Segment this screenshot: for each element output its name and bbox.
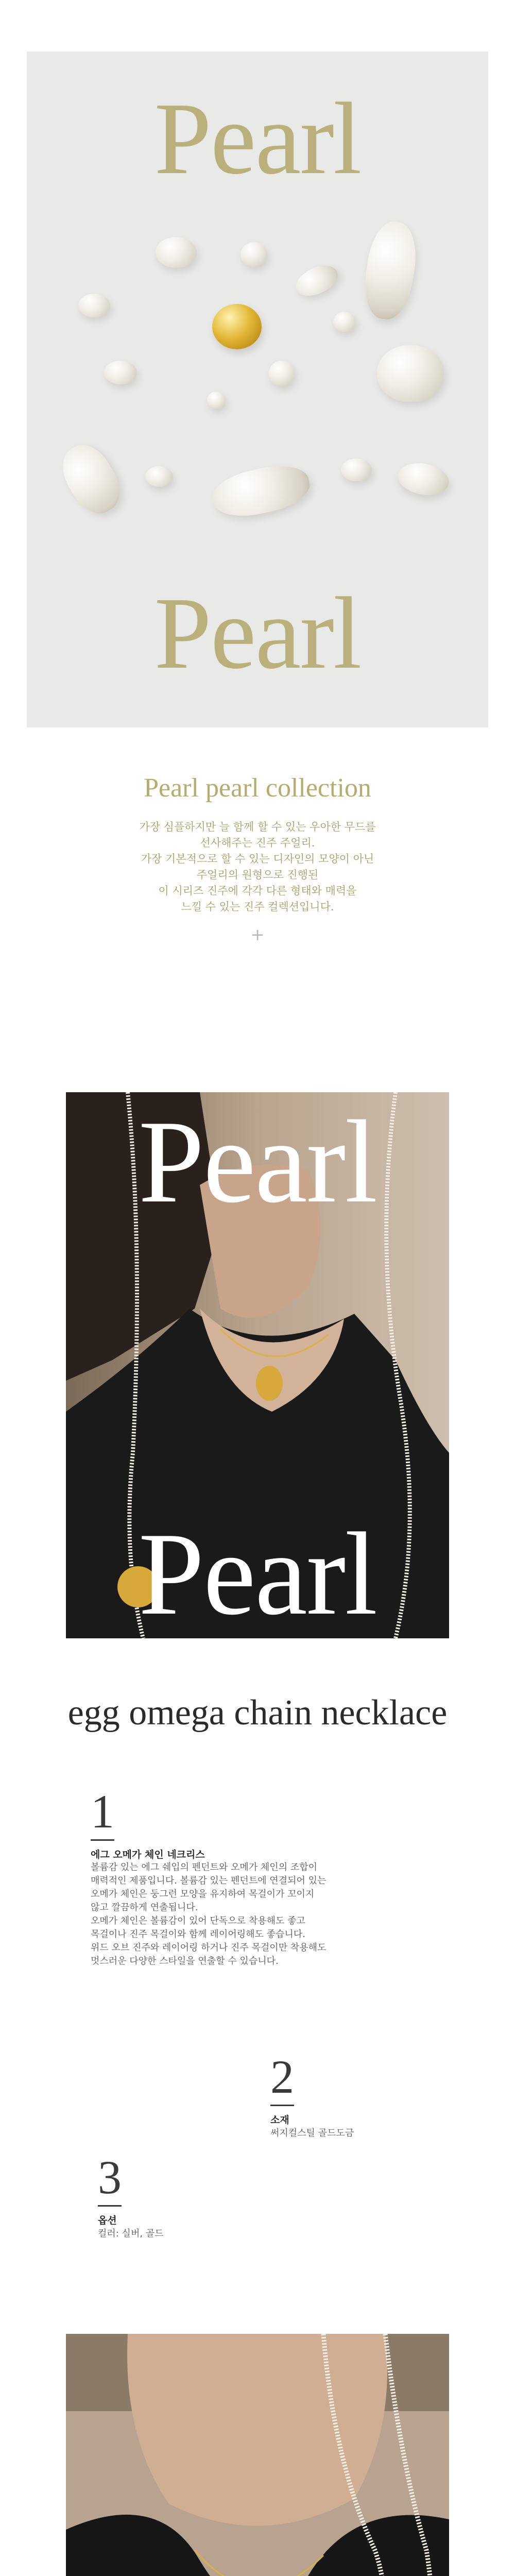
model-photo-2-image xyxy=(66,2334,449,2576)
pearl-image xyxy=(360,219,421,323)
model-photo-2 xyxy=(66,2334,449,2576)
pearl-image xyxy=(78,294,110,317)
pearl-image xyxy=(104,361,137,384)
model-photo-1 xyxy=(66,1092,449,1638)
section-number-1: 1 xyxy=(91,1785,114,1838)
section-line: 않고 깔끔하게 연출됩니다. xyxy=(91,1902,198,1913)
section-body-1 xyxy=(91,1861,451,1968)
pearl-image xyxy=(333,312,356,332)
section-line: 써지컬스틸 골드도금 xyxy=(270,2128,354,2139)
hero-panel xyxy=(27,52,488,727)
pearl-image xyxy=(145,466,173,487)
section-line: 컬러: 실버, 골드 xyxy=(98,2228,164,2239)
pearl-image xyxy=(241,242,267,267)
section-title-1: 에그 오메가 체인 네크리스 xyxy=(91,1849,205,1860)
divider-plus-icon: + xyxy=(250,925,265,944)
section-line: 오메가 체인은 볼륨감이 있어 단독으로 착용해도 좋고 xyxy=(91,1916,305,1926)
pearl-image xyxy=(207,392,226,409)
section-line: 오메가 체인은 둥그런 모양을 유지하여 목걸이가 꼬이지 xyxy=(91,1889,315,1900)
photo-overlay-word-top: Pearl xyxy=(138,1096,377,1227)
section-title-2: 소재 xyxy=(270,2114,289,2126)
hero-word-top: Pearl xyxy=(154,82,361,196)
intro-line: 주얼리의 원형으로 진행된 xyxy=(196,869,319,881)
section-number-2: 2 xyxy=(270,2050,294,2103)
section-rule xyxy=(98,2205,122,2207)
intro-line: 가장 기본적으로 할 수 있는 디자인의 모양이 아닌 xyxy=(141,853,374,865)
section-title-3: 옵션 xyxy=(98,2215,117,2226)
gold-bead-image xyxy=(212,304,262,349)
intro-line: 이 시리즈 진주에 각각 다른 형태와 매력을 xyxy=(158,885,357,897)
collection-title: Pearl pearl collection xyxy=(144,773,371,803)
section-body-3 xyxy=(98,2227,294,2241)
section-line: 목걸이나 진주 목걸이와 함께 레이어링해도 좋습니다. xyxy=(91,1929,305,1940)
section-rule xyxy=(91,1839,114,1841)
pearl-image xyxy=(269,361,295,386)
pearl-image xyxy=(377,345,444,402)
pearl-image xyxy=(341,459,372,481)
intro-line: 선사해주는 진주 주얼리. xyxy=(200,837,315,849)
pearl-image xyxy=(53,436,129,522)
section-body-2 xyxy=(270,2127,466,2140)
intro-line: 느낄 수 있는 진주 컬렉션입니다. xyxy=(181,901,334,913)
pearl-image xyxy=(209,459,314,523)
intro-line: 가장 심플하지만 늘 함께 할 수 있는 우아한 무드를 xyxy=(139,821,376,833)
section-rule xyxy=(270,2105,294,2106)
section-number-3: 3 xyxy=(98,2151,122,2204)
hero-word-bottom: Pearl xyxy=(154,577,361,690)
photo-overlay-word-bottom: Pearl xyxy=(138,1508,377,1638)
pearl-image xyxy=(156,237,197,268)
pearl-image xyxy=(396,460,452,499)
section-line: 볼륨감 있는 에그 쉐입의 펜던트와 오메가 체인의 조합이 xyxy=(91,1862,317,1873)
section-line: 매력적인 제품입니다. 볼륨감 있는 펜던트에 연결되어 있는 xyxy=(91,1875,327,1886)
product-title: egg omega chain necklace xyxy=(67,1693,448,1733)
section-line: 위드 오브 진주와 레이어링 하거나 진주 목걸이만 착용해도 xyxy=(91,1942,327,1953)
pearl-image xyxy=(291,260,342,302)
section-line: 멋스러운 다양한 스타일을 연출할 수 있습니다. xyxy=(91,1956,279,1967)
